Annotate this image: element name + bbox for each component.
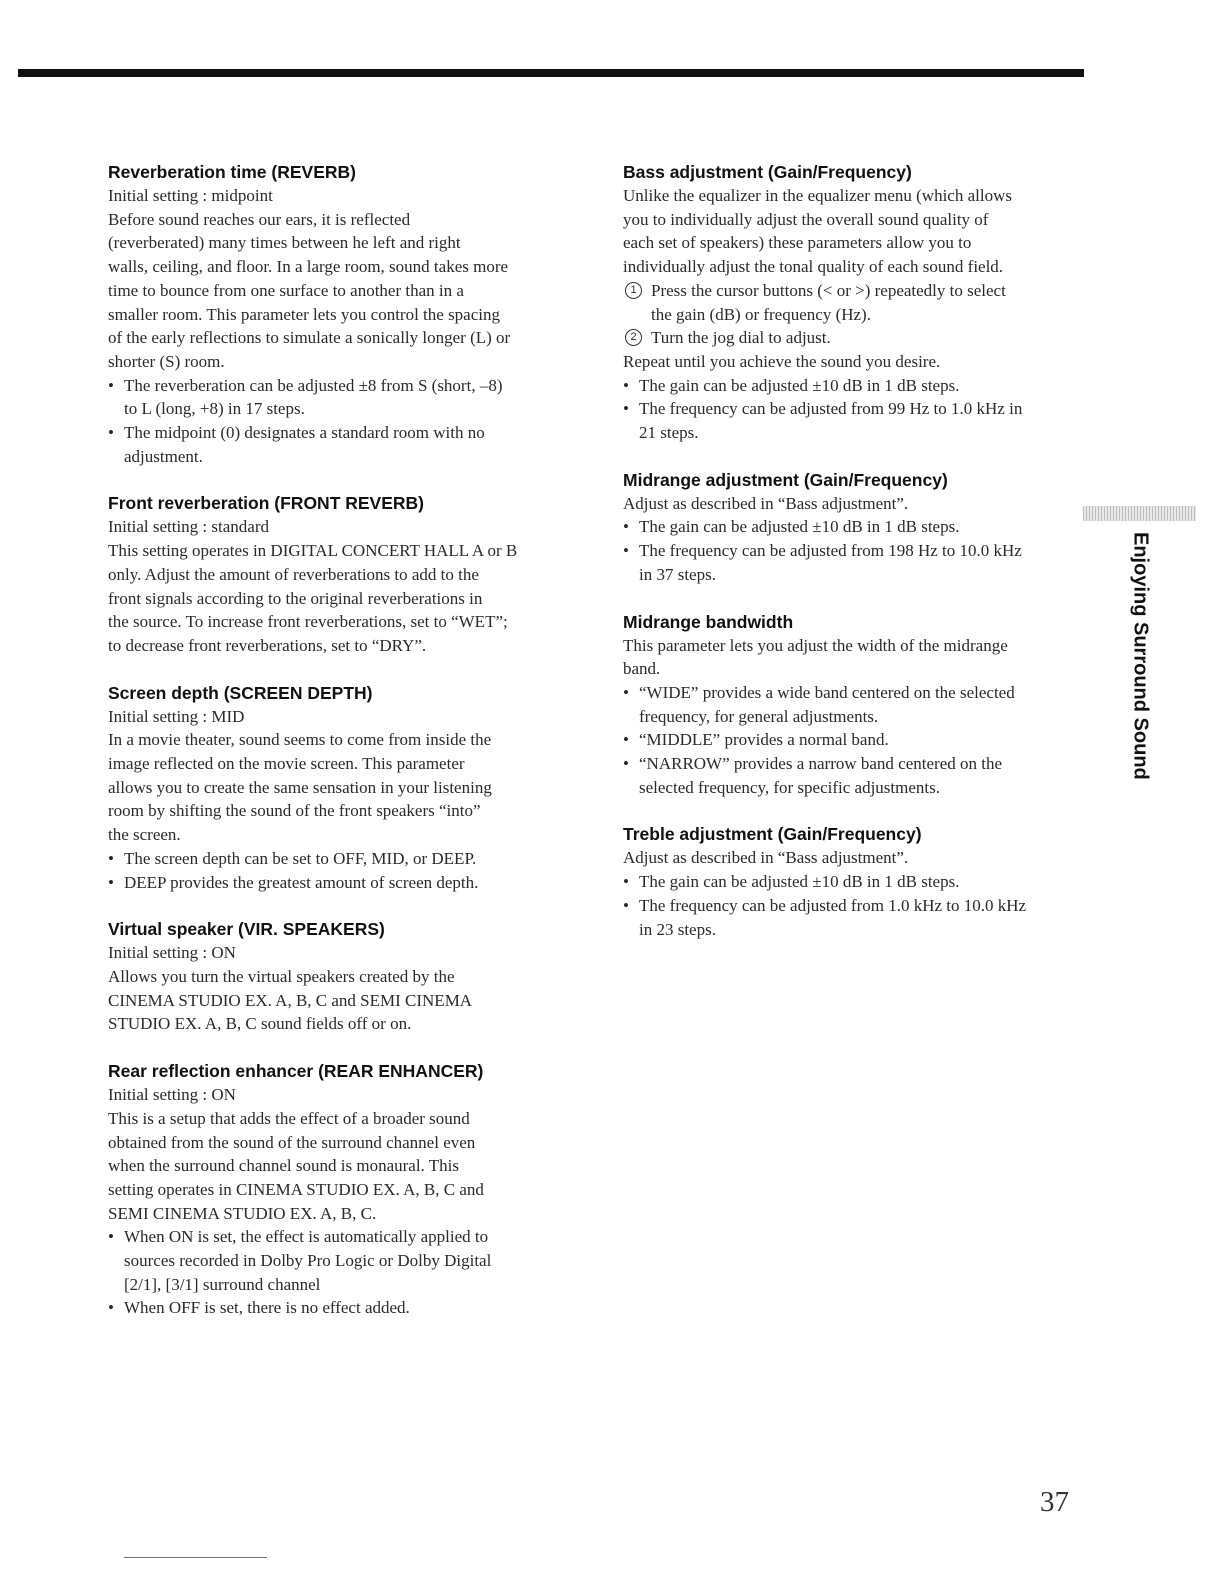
text-line: you to individually adjust the overall sound quality of	[623, 209, 989, 229]
text-line: of the early reflections to simulate a sonically longer (L) or	[108, 328, 511, 348]
bullet-item: • DEEP provides the greatest amount of screen depth.	[108, 871, 578, 895]
text-line: front signals according to the original reverberations in	[108, 588, 483, 608]
text-line: allows you to create the same sensation in your listening	[108, 777, 492, 797]
section	[108, 491, 578, 657]
section	[108, 681, 578, 895]
text-line: Initial setting : ON	[108, 1085, 236, 1105]
section-side-label	[1115, 532, 1165, 780]
text-line: Unlike the equalizer in the equalizer menu (which allows	[623, 186, 1012, 205]
section-heading: Virtual speaker (VIR. SPEAKERS)	[108, 919, 385, 940]
bullet-item: • “NARROW” provides a narrow band centered on the	[623, 752, 1093, 776]
section	[108, 917, 578, 1036]
bullet-item: • The gain can be adjusted ±10 dB in 1 dB steps.	[623, 515, 1093, 539]
section-heading: Rear reflection enhancer (REAR ENHANCER)	[108, 1061, 484, 1082]
left-column	[108, 160, 578, 1343]
text-line: SEMI CINEMA STUDIO EX. A, B, C.	[108, 1203, 377, 1223]
step-text: Press the cursor buttons (< or >) repeatedly to select	[651, 280, 1006, 300]
text-line: Repeat until you achieve the sound you desire.	[623, 351, 941, 371]
section	[623, 822, 1093, 941]
bullet-item: • “MIDDLE” provides a normal band.	[623, 728, 1093, 752]
numbered-step	[623, 326, 1093, 350]
section-heading: Screen depth (SCREEN DEPTH)	[108, 682, 373, 703]
step-number: 2	[625, 329, 642, 346]
text-line: smaller room. This parameter lets you control the spacing	[108, 304, 500, 324]
section	[623, 610, 1093, 800]
bullet-item: • When ON is set, the effect is automatically applied to	[108, 1225, 578, 1249]
text-line: obtained from the sound of the surround channel even	[108, 1132, 476, 1152]
text-line: This parameter lets you adjust the width of the midrange	[623, 635, 1008, 655]
text-line: This setting operates in DIGITAL CONCERT HALL A or B	[108, 541, 518, 561]
text-line: selected frequency, for specific adjustments.	[639, 777, 940, 797]
page-number: 37	[1040, 1486, 1069, 1518]
text-line: in 37 steps.	[639, 564, 716, 584]
step-text: Turn the jog dial to adjust.	[651, 328, 831, 348]
section-tab-marker	[1083, 506, 1196, 521]
bottom-underline	[124, 1557, 267, 1558]
text-line: Adjust as described in “Bass adjustment”.	[623, 848, 909, 868]
bullet-item: • The reverberation can be adjusted ±8 from S (short, –8)	[108, 374, 578, 398]
text-line: CINEMA STUDIO EX. A, B, C and SEMI CINEMA	[108, 990, 473, 1010]
text-line: Before sound reaches our ears, it is reflected	[108, 209, 411, 229]
text-line: This is a setup that adds the effect of a broader sound	[108, 1108, 470, 1128]
top-rule	[18, 69, 1084, 77]
text-line: to decrease front reverberations, set to “DRY”.	[108, 635, 427, 655]
section	[108, 160, 578, 468]
bullet-item: • The gain can be adjusted ±10 dB in 1 dB steps.	[623, 374, 1093, 398]
text-line: each set of speakers) these parameters allow you to	[623, 233, 972, 253]
text-line: walls, ceiling, and floor. In a large room, sound takes more	[108, 257, 509, 277]
step-number: 1	[625, 282, 642, 299]
text-line: Initial setting : standard	[108, 517, 269, 537]
text-line: to L (long, +8) in 17 steps.	[124, 399, 305, 419]
text-line: the gain (dB) or frequency (Hz).	[651, 304, 871, 324]
text-line: [2/1], [3/1] surround channel	[124, 1274, 321, 1294]
bullet-item: • The frequency can be adjusted from 1.0 kHz to 10.0 kHz	[623, 894, 1093, 918]
bullet-item: • The frequency can be adjusted from 99 Hz to 1.0 kHz in	[623, 397, 1093, 421]
text-line: sources recorded in Dolby Pro Logic or Dolby Digital	[124, 1251, 492, 1271]
text-line: time to bounce from one surface to another than in a	[108, 280, 464, 300]
text-line: frequency, for general adjustments.	[639, 706, 879, 726]
text-line: the screen.	[108, 825, 181, 845]
text-line: image reflected on the movie screen. This parameter	[108, 754, 465, 774]
text-line: band.	[623, 659, 661, 679]
side-label-text: Enjoying Surround Sound	[1129, 532, 1152, 780]
text-line: Initial setting : midpoint	[108, 186, 273, 205]
bullet-item: • The midpoint (0) designates a standard room with no	[108, 421, 578, 445]
text-line: In a movie theater, sound seems to come from inside the	[108, 730, 492, 750]
section	[623, 468, 1093, 587]
numbered-step	[623, 279, 1093, 303]
text-line: Adjust as described in “Bass adjustment”.	[623, 493, 909, 513]
section-heading: Midrange adjustment (Gain/Frequency)	[623, 469, 948, 490]
text-line: shorter (S) room.	[108, 351, 225, 371]
section-heading: Treble adjustment (Gain/Frequency)	[623, 824, 922, 845]
section-heading: Midrange bandwidth	[623, 611, 794, 632]
text-line: (reverberated) many times between he left and right	[108, 233, 461, 253]
bullet-item: • When OFF is set, there is no effect added.	[108, 1296, 578, 1320]
text-line: 21 steps.	[639, 423, 699, 443]
section-heading: Reverberation time (REVERB)	[108, 162, 356, 182]
text-line: only. Adjust the amount of reverberations to add to the	[108, 564, 479, 584]
section	[108, 1059, 578, 1320]
text-line: the source. To increase front reverberations, set to “WET”;	[108, 612, 508, 632]
bullet-item: • The screen depth can be set to OFF, MID, or DEEP.	[108, 847, 578, 871]
text-line: Initial setting : MID	[108, 706, 245, 726]
section	[623, 160, 1093, 445]
text-line: in 23 steps.	[639, 919, 716, 939]
text-line: when the surround channel sound is monaural. This	[108, 1156, 459, 1176]
right-column	[623, 160, 1093, 964]
text-line: STUDIO EX. A, B, C sound fields off or on.	[108, 1014, 412, 1034]
text-line: setting operates in CINEMA STUDIO EX. A, B, C and	[108, 1179, 484, 1199]
text-line: Initial setting : ON	[108, 943, 236, 963]
section-heading: Front reverberation (FRONT REVERB)	[108, 493, 424, 514]
bullet-item: • “WIDE” provides a wide band centered on the selected	[623, 681, 1093, 705]
text-line: Allows you turn the virtual speakers created by the	[108, 966, 455, 986]
text-line: individually adjust the tonal quality of each sound field.	[623, 257, 1004, 277]
section-heading: Bass adjustment (Gain/Frequency)	[623, 162, 912, 182]
bullet-item: • The gain can be adjusted ±10 dB in 1 dB steps.	[623, 870, 1093, 894]
text-line: adjustment.	[124, 446, 203, 466]
text-line: room by shifting the sound of the front speakers “into”	[108, 801, 481, 821]
bullet-item: • The frequency can be adjusted from 198 Hz to 10.0 kHz	[623, 539, 1093, 563]
